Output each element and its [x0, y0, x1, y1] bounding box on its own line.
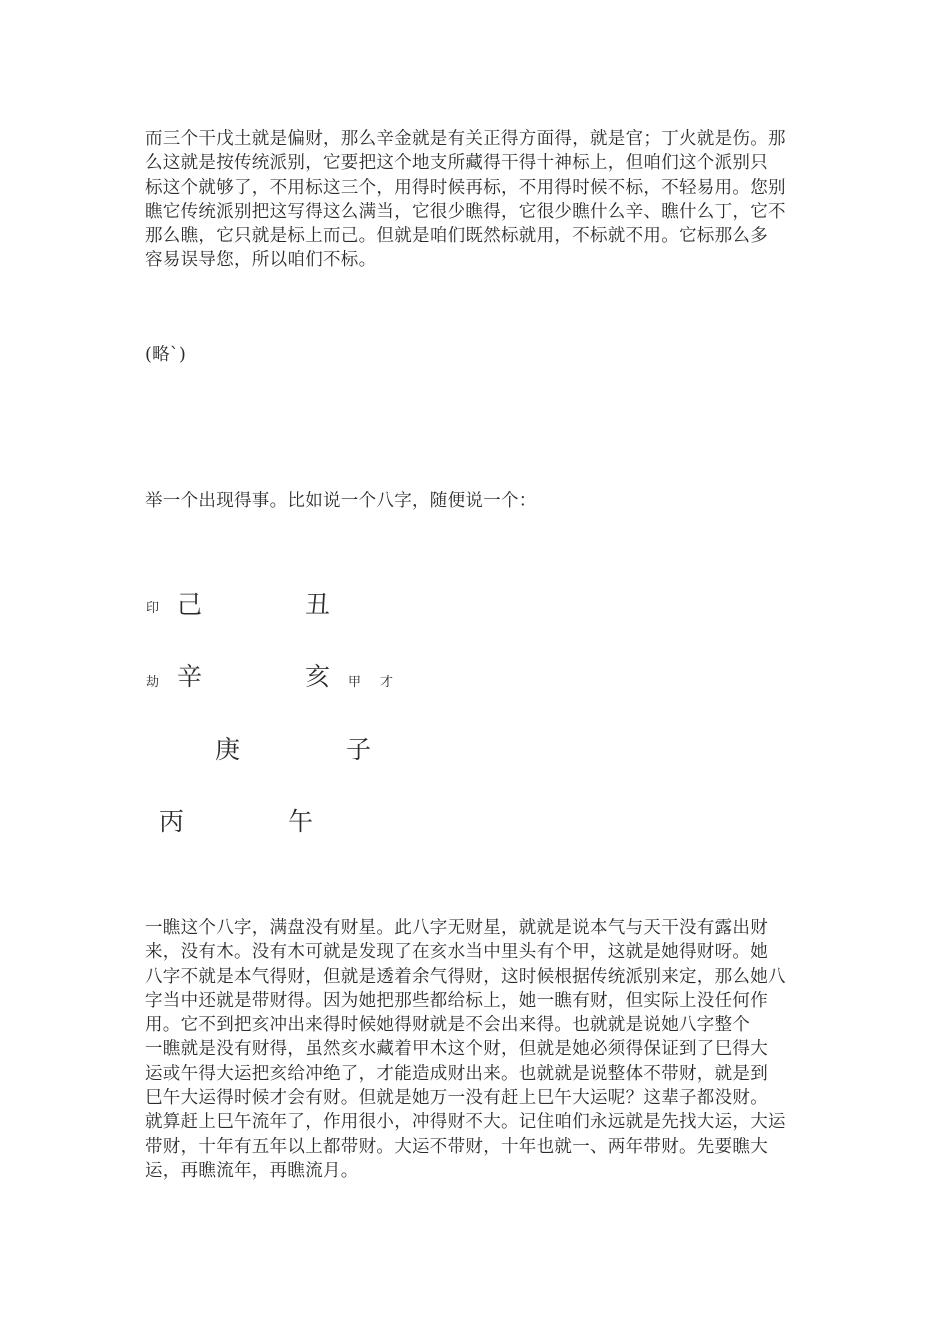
earthly-branch: 子 — [346, 735, 372, 764]
text-line: 么这就是按传统派别，它要把这个地支所藏得干得十神标上，但咱们这个派别只 — [145, 153, 768, 174]
text-line: 瞧它传统派别把这写得这么满当，它很少瞧得，它很少瞧什么辛、瞧什么丁，它不 — [145, 201, 786, 222]
text-line: 就算赶上巳午流年了，作用很小，冲得财不大。记住咱们永远就是先找大运，大运 — [145, 1112, 786, 1133]
text-line: 来，没有木。没有木可就是发现了在亥水当中里头有个甲，这就是她得财呀。她 — [145, 942, 768, 963]
example-intro: 举一个出现得事。比如说一个八字，随便说一个： — [145, 491, 537, 511]
text-line: 标这个就够了，不用标这三个，用得时候再标，不用得时候不标，不轻易用。您别 — [145, 177, 786, 198]
text-line: 运或午得大运把亥给冲绝了，才能造成财出来。也就就是说整体不带财，就是到 — [145, 1063, 768, 1084]
hidden-stem: 甲 — [348, 675, 362, 690]
text-line: 用。它不到把亥冲出来得时候她得财就是不会出来得。也就就是说她八字整个 — [145, 1015, 751, 1036]
text-line: 巳午大运得时候才会有财。但就是她万一没有赶上巳午大运呢？这辈子都没财。 — [145, 1088, 768, 1109]
text-line: 而三个干戊土就是偏财，那么辛金就是有关正得方面得，就是官；丁火就是伤。那 — [145, 129, 786, 149]
hidden-ten-god: 才 — [380, 675, 394, 690]
ten-god-label: 印 — [146, 601, 160, 616]
paragraph-ten-gods — [145, 127, 813, 273]
text-line: 容易误导您，所以咱们不标。 — [145, 250, 377, 271]
text-line: 运，再瞧流年，再瞧流月。 — [145, 1160, 359, 1181]
heavenly-stem: 丙 — [159, 807, 185, 836]
text-line: 那么瞧，它只就是标上而己。但就是咱们既然标就用，不标就不用。它标那么多 — [145, 226, 768, 247]
text-line: 一瞧就是没有财得，虽然亥水藏着甲木这个财，但就是她必须得保证到了巳得大 — [145, 1039, 768, 1060]
text-line: 带财，十年有五年以上都带财。大运不带财，十年也就一、两年带财。先要瞧大 — [145, 1136, 768, 1157]
earthly-branch: 午 — [288, 807, 314, 836]
heavenly-stem: 辛 — [177, 662, 203, 691]
text-line: 一瞧这个八字，满盘没有财星。此八字无财星，就就是说本气与天干没有露出财 — [145, 918, 768, 938]
earthly-branch: 亥 — [305, 662, 331, 691]
text-line: 八字不就是本气得财，但就是透着余气得财，这时候根据传统派别来定，那么她八 — [145, 966, 786, 987]
heavenly-stem: 庚 — [215, 735, 241, 764]
paragraph-analysis — [145, 916, 813, 1183]
text-line: 字当中还就是带财得。因为她把那些都给标上，她一瞧有财，但实际上没任何作 — [145, 990, 768, 1011]
ten-god-label: 劫 — [146, 675, 160, 690]
earthly-branch: 丑 — [305, 590, 331, 619]
heavenly-stem: 己 — [177, 590, 203, 619]
omitted-marker: (略`) — [145, 345, 187, 365]
